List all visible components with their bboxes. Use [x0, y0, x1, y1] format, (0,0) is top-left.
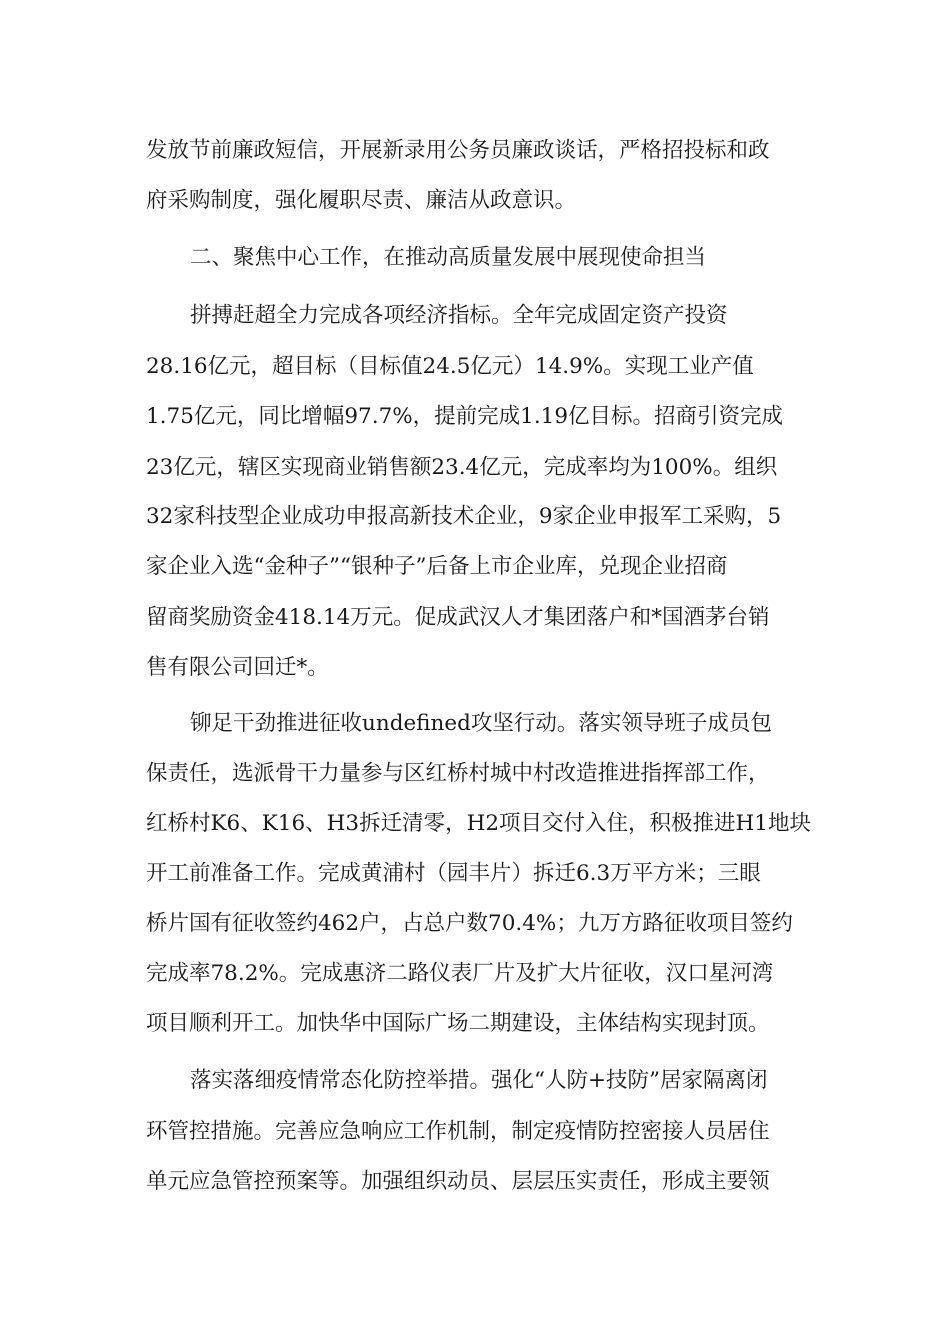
text-line: 环管控措施。完善应急响应工作机制，制定疫情防控密接人员居住 — [146, 1119, 770, 1144]
text-line: 留商奖励资金418.14万元。促成武汉人才集团落户和*国酒茅台销 — [146, 605, 770, 630]
text-line: 府采购制度，强化履职尽责、廉洁从政意识。 — [146, 188, 577, 213]
text-line: 单元应急管控预案等。加强组织动员、层层压实责任，形成主要领 — [146, 1169, 770, 1194]
text-line: 落实落细疫情常态化防控举措。强化“人防+技防”居家隔离闭 — [190, 1068, 768, 1093]
text-line: 家企业入选“金种子”“银种子”后备上市企业库，兑现企业招商 — [146, 554, 728, 579]
section-heading: 二、聚焦中心工作，在推动高质量发展中展现使命担当 — [190, 245, 707, 270]
text-line: 完成率78.2%。完成惠济二路仪表厂片及扩大片征收，汉口星河湾 — [146, 961, 774, 986]
text-line: 1.75亿元，同比增幅97.7%，提前完成1.19亿目标。招商引资完成 — [146, 404, 784, 429]
text-line: 红桥村K6、K16、H3拆迁清零，H2项目交付入住，积极推进H1地块 — [146, 811, 811, 836]
text-line: 保责任，选派骨干力量参与区红桥村城中村改造推进指挥部工作， — [146, 761, 770, 786]
text-line: 23亿元，辖区实现商业销售额23.4亿元，完成率均为100%。组织 — [146, 455, 778, 480]
text-line: 项目顺利开工。加快华中国际广场二期建设，主体结构实现封顶。 — [146, 1011, 770, 1036]
text-line: 32家科技型企业成功申报高新技术企业，9家企业申报军工采购，5 — [146, 504, 782, 529]
text-line: 拼搏赶超全力完成各项经济指标。全年完成固定资产投资 — [190, 303, 728, 328]
text-line: 桥片国有征收签约462户，占总户数70.4%；九万方路征收项目签约 — [146, 911, 793, 936]
text-line: 售有限公司回迁*。 — [146, 655, 329, 680]
text-line: 发放节前廉政短信，开展新录用公务员廉政谈话，严格招投标和政 — [146, 138, 770, 163]
text-line: 铆足干劲推进征收undefined攻坚行动。落实领导班子成员包 — [190, 711, 772, 736]
text-line: 开工前准备工作。完成黄浦村（园丰片）拆迁6.3万平方米；三眼 — [146, 861, 761, 886]
text-line: 28.16亿元，超目标（目标值24.5亿元）14.9%。实现工业产值 — [146, 354, 754, 379]
